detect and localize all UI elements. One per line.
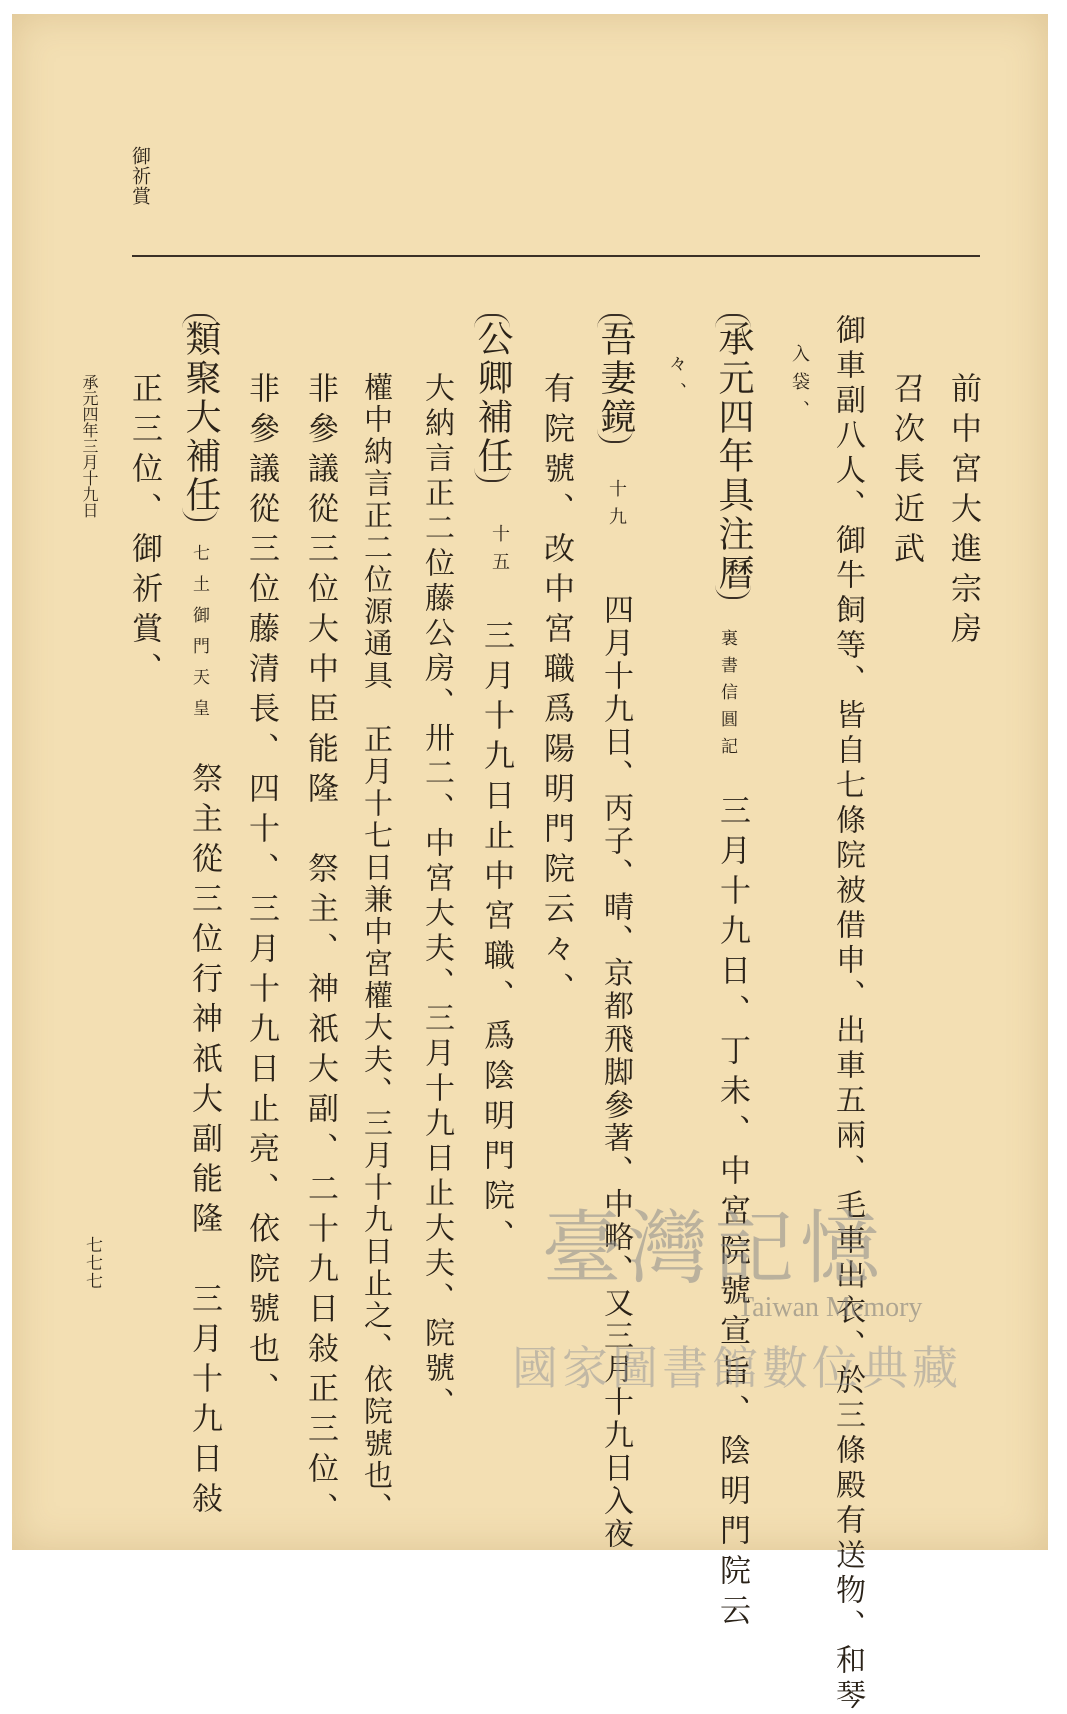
text-column-8: 有院號、改中宮職爲陽明門院云々、 [538, 372, 574, 1012]
section-heading-1: 承元四年具注曆 [715, 314, 751, 599]
section-note-2: 十九 [606, 479, 627, 535]
section-heading-2: 吾妻鏡 [597, 314, 633, 443]
section-note-4: 七土御門天皇 [189, 544, 209, 730]
text-column-2: 召次長近武 [888, 372, 924, 572]
text-column-9: 三月十九日止中宮職、爲陰明門院、 [478, 619, 514, 1259]
footer-date: 承元四年三月十九日 [80, 374, 99, 518]
page-number: 七七七 [82, 1236, 102, 1290]
watermark-library: 國家圖書館數位典藏 [512, 1341, 962, 1395]
watermark [512, 1164, 1012, 1444]
book-page [12, 14, 1048, 1714]
watermark-english: Taiwan Memory [737, 1292, 923, 1323]
section-note-1: 裏書信圓記 [717, 629, 737, 764]
header-divider [132, 255, 980, 257]
text-column-3: 御車副八人、御牛飼等、皆自七條院被借申、出車五兩、毛車出衣、於三條殿有送物、和琴 [830, 314, 865, 1714]
section-note-3: 十五 [489, 524, 510, 580]
text-column-7: 四月十九日、丙子、晴、京都飛脚參著、中略、又三月十九日入夜 [598, 594, 633, 1551]
watermark-title: 臺灣記憶 [542, 1202, 886, 1295]
running-title: 御祈賞 [129, 146, 151, 206]
text-column-4: 入袋、 [789, 344, 810, 428]
text-column-1: 前中宮大進宗房 [945, 372, 981, 652]
text-column-10: 大納言正二位藤公房、卅二、中宮大夫、三月十九日止大夫、院號、 [419, 372, 454, 1422]
text-column-13: 非參議從三位藤清長、四十、三月十九日止亮、依院號也、 [243, 372, 279, 1412]
section-heading-4: 類聚大補任 [182, 314, 218, 521]
section-heading-3: 公卿補任 [474, 314, 510, 482]
text-column-11: 權中納言正二位源通具 正月十七日兼中宮權大夫、三月十九日止之、依院號也、 [360, 372, 394, 1524]
text-column-5: 三月十九日、丁未、中宮院號宣旨、陰明門院云 [714, 794, 750, 1634]
text-column-15: 正三位、御祈賞、 [126, 372, 162, 692]
text-column-14: 祭主從三位行神祇大副能隆 三月十九日敍 [186, 762, 222, 1522]
text-column-12: 非參議從三位大中臣能隆 祭主、神祇大副、二十九日敍正三位、 [302, 372, 338, 1532]
text-column-6: 々、 [666, 354, 687, 410]
